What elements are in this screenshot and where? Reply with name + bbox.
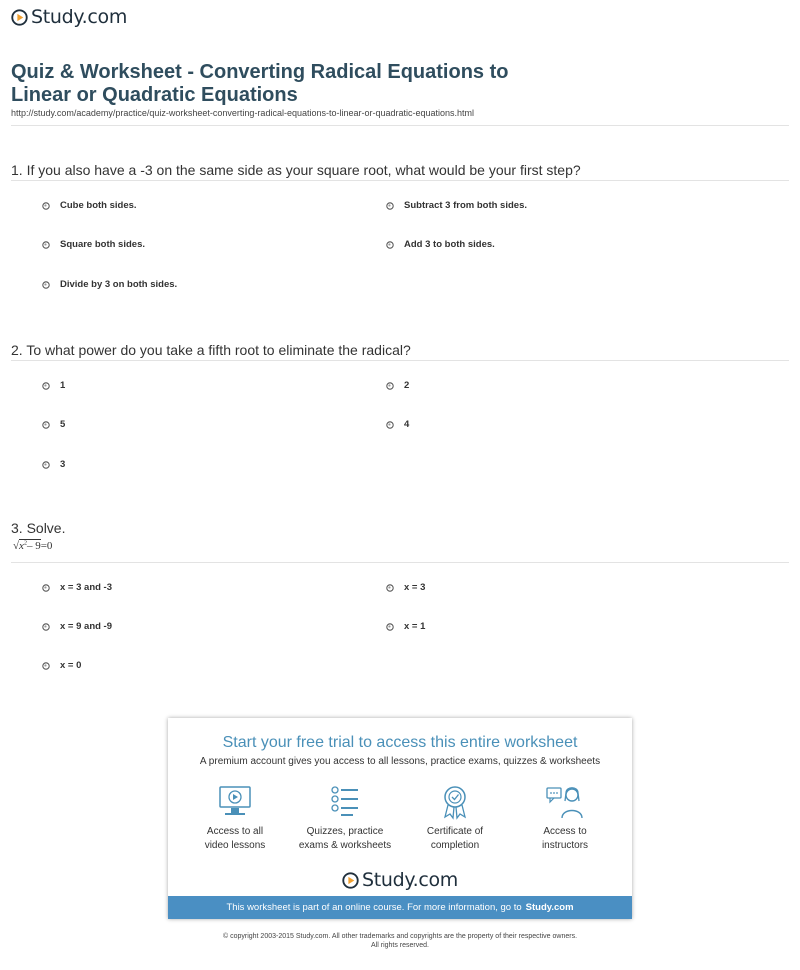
- option-label: x = 3: [404, 582, 426, 593]
- radio-icon: [386, 202, 394, 210]
- radio-icon: [386, 584, 394, 592]
- formula-rest: – 9: [26, 540, 41, 552]
- feature-line-2: instructors: [541, 840, 589, 851]
- instructor-icon: [545, 784, 585, 820]
- radio-icon: [42, 623, 50, 631]
- option-label: Square both sides.: [60, 239, 145, 250]
- promo-info-bar: [168, 896, 632, 919]
- question-3-formula: [13, 540, 52, 552]
- q2-option-1[interactable]: [42, 380, 65, 391]
- feature-quizzes: [290, 784, 400, 853]
- certificate-icon: [438, 784, 472, 820]
- option-label: Subtract 3 from both sides.: [404, 200, 527, 211]
- divider: [11, 125, 789, 126]
- q2-option-4[interactable]: [386, 419, 409, 430]
- logo-text: Study.com: [361, 869, 459, 891]
- option-label: x = 3 and -3: [60, 582, 113, 593]
- radio-icon: [42, 241, 50, 249]
- option-label: 2: [404, 380, 410, 391]
- play-circle-icon: [342, 872, 359, 889]
- radio-icon: [42, 281, 50, 289]
- q1-option-5[interactable]: [42, 279, 177, 290]
- promo-bar-link[interactable]: Study.com: [525, 902, 574, 913]
- quiz-list-icon: [328, 784, 362, 820]
- option-label: Divide by 3 on both sides.: [60, 279, 178, 290]
- feature-line-2: exams & worksheets: [298, 840, 392, 851]
- sqrt-symbol: √: [13, 540, 20, 552]
- formula-exponent: 2: [23, 540, 27, 547]
- feature-label: [180, 825, 290, 853]
- promo-subheadline: A premium account gives you access to all lessons, practice exams, quizzes & worksheets: [199, 756, 601, 767]
- q3-option-4[interactable]: [386, 621, 425, 632]
- feature-line-1: Certificate of: [426, 826, 484, 837]
- radio-icon: [386, 421, 394, 429]
- feature-label: [290, 825, 400, 853]
- q1-option-2[interactable]: [386, 200, 527, 211]
- page-title: [11, 61, 711, 107]
- radicand: [19, 539, 41, 552]
- divider: [11, 180, 789, 181]
- option-label: x = 0: [60, 660, 82, 671]
- title-line-2: Linear or Quadratic Equations: [11, 84, 298, 106]
- feature-instructors: [510, 784, 620, 853]
- q1-option-3[interactable]: [42, 239, 145, 250]
- option-label: Add 3 to both sides.: [404, 239, 495, 250]
- option-label: 1: [60, 380, 66, 391]
- copyright-line-1: © copyright 2003-2015 Study.com. All other trademarks and copyrights are the property of their respective owners.: [222, 933, 578, 940]
- play-circle-icon: [11, 9, 28, 26]
- option-label: x = 1: [404, 621, 426, 632]
- feature-line-1: Access to all: [206, 826, 264, 837]
- option-label: Cube both sides.: [60, 200, 137, 211]
- feature-line-1: Quizzes, practice: [306, 826, 384, 837]
- formula-rhs: =0: [40, 540, 53, 552]
- q1-option-4[interactable]: [386, 239, 495, 250]
- q1-option-1[interactable]: [42, 200, 137, 211]
- q2-option-5[interactable]: [42, 459, 65, 470]
- title-line-1: Quiz & Worksheet - Converting Radical Equations to: [11, 61, 509, 83]
- feature-video-lessons: [180, 784, 290, 853]
- option-label: 5: [60, 419, 66, 430]
- copyright-footer: [0, 932, 800, 950]
- divider: [11, 562, 789, 563]
- radio-icon: [42, 461, 50, 469]
- q3-option-3[interactable]: [42, 621, 112, 632]
- radio-icon: [42, 584, 50, 592]
- q3-option-5[interactable]: [42, 660, 81, 671]
- promo-study-logo[interactable]: [168, 869, 632, 891]
- radio-icon: [42, 202, 50, 210]
- study-logo[interactable]: [11, 6, 127, 28]
- question-1-text: 1. If you also have a -3 on the same side as your square root, what would be your first step?: [11, 162, 581, 178]
- divider: [11, 360, 789, 361]
- feature-label: [510, 825, 620, 853]
- q2-option-2[interactable]: [386, 380, 409, 391]
- q2-option-3[interactable]: [42, 419, 65, 430]
- video-lesson-icon: [218, 784, 252, 820]
- question-2-text: 2. To what power do you take a fifth root to eliminate the radical?: [11, 342, 411, 358]
- radio-icon: [386, 382, 394, 390]
- page-url: http://study.com/academy/practice/quiz-worksheet-converting-radical-equations-to-linear-or-quadratic-equations.html: [11, 108, 475, 118]
- option-label: 4: [404, 419, 410, 430]
- logo-text: Study.com: [31, 6, 128, 28]
- q3-option-1[interactable]: [42, 582, 112, 593]
- feature-certificate: [400, 784, 510, 853]
- feature-line-2: completion: [430, 840, 480, 851]
- radio-icon: [42, 662, 50, 670]
- copyright-line-2: All rights reserved.: [371, 942, 429, 949]
- radio-icon: [42, 421, 50, 429]
- radio-icon: [386, 241, 394, 249]
- free-trial-promo: [168, 718, 632, 919]
- question-3-text: 3. Solve.: [11, 520, 66, 536]
- formula-base: x: [19, 540, 24, 552]
- promo-bar-text: This worksheet is part of an online course. For more information, go to: [226, 902, 522, 913]
- option-label: x = 9 and -9: [60, 621, 113, 632]
- radio-icon: [42, 382, 50, 390]
- q3-option-2[interactable]: [386, 582, 425, 593]
- promo-headline[interactable]: Start your free trial to access this entire worksheet: [222, 734, 578, 751]
- option-label: 3: [60, 459, 66, 470]
- feature-label: [400, 825, 510, 853]
- radio-icon: [386, 623, 394, 631]
- feature-line-1: Access to: [543, 826, 587, 837]
- feature-line-2: video lessons: [204, 840, 266, 851]
